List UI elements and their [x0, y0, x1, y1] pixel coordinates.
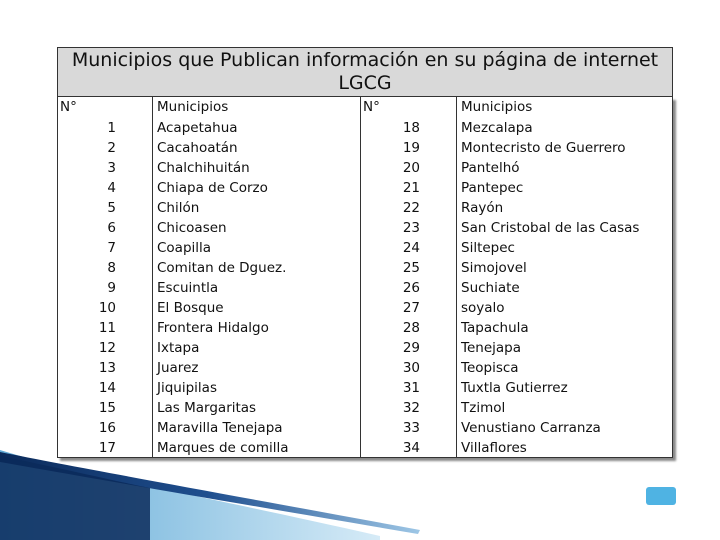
table-cell-municipio: Frontera Hidalgo — [157, 320, 269, 336]
table-cell-number: 4 — [107, 180, 116, 196]
table-cell-number: 9 — [107, 280, 116, 296]
table-cell-number: 34 — [402, 440, 420, 456]
table-cell-number: 20 — [402, 160, 420, 176]
table-cell-number: 10 — [98, 300, 116, 316]
table-cell-municipio: Venustiano Carranza — [461, 420, 601, 436]
table-cell-municipio: Las Margaritas — [157, 400, 257, 416]
table-cell-number: 11 — [98, 320, 116, 336]
number-header-left: N° — [60, 99, 77, 115]
table-cell-municipio: Juarez — [157, 360, 199, 376]
table-cell-municipio: Simojovel — [461, 260, 527, 276]
table-cell-municipio: Acapetahua — [157, 120, 238, 136]
table-cell-municipio: Marques de comilla — [157, 440, 289, 456]
table-cell-municipio: Tapachula — [461, 320, 529, 336]
table-cell-number: 22 — [402, 200, 420, 216]
table-cell-number: 15 — [98, 400, 116, 416]
table-cell-municipio: Chicoasen — [157, 220, 227, 236]
table-cell-municipio: Maravilla Tenejapa — [157, 420, 283, 436]
municipio-header-left: Municipios — [157, 99, 229, 115]
table-cell-number: 26 — [402, 280, 420, 296]
table-cell-number: 5 — [107, 200, 116, 216]
table-cell-municipio: Comitan de Dguez. — [157, 260, 287, 276]
table-cell-municipio: El Bosque — [157, 300, 224, 316]
table-cell-number: 23 — [402, 220, 420, 236]
table-cell-municipio: Siltepec — [461, 240, 515, 256]
table-cell-municipio: Suchiate — [461, 280, 520, 296]
table-cell-number: 13 — [98, 360, 116, 376]
table-cell-municipio: Tzimol — [461, 400, 506, 416]
table-title: Municipios que Publican información en su página de internet LGCG — [57, 47, 673, 97]
table-cell-number: 7 — [107, 240, 116, 256]
table-cell-number: 24 — [402, 240, 420, 256]
table-cell-municipio: Pantepec — [461, 180, 524, 196]
number-header-right: N° — [363, 99, 380, 115]
table-cell-municipio: Chiapa de Corzo — [157, 180, 268, 196]
table-cell-number: 32 — [402, 400, 420, 416]
table-cell-municipio: Rayón — [461, 200, 504, 216]
table-cell-municipio: Tenejapa — [461, 340, 521, 356]
municipios-table — [57, 97, 673, 458]
table-cell-number: 14 — [98, 380, 116, 396]
table-cell-number: 6 — [107, 220, 116, 236]
table-cell-municipio: Coapilla — [157, 240, 212, 256]
table-cell-number: 17 — [98, 440, 116, 456]
table-cell-municipio: soyalo — [461, 300, 505, 316]
blue-note-shape-icon — [646, 487, 676, 505]
table-cell-number: 29 — [402, 340, 420, 356]
table-cell-number: 30 — [402, 360, 420, 376]
table-cell-municipio: Escuintla — [157, 280, 219, 296]
table-cell-number: 12 — [98, 340, 116, 356]
table-cell-number: 2 — [107, 140, 116, 156]
municipio-column-right — [456, 97, 673, 457]
table-cell-municipio: Pantelhó — [461, 160, 520, 176]
table-cell-municipio: San Cristobal de las Casas — [461, 220, 640, 236]
table-cell-municipio: Villaflores — [461, 440, 527, 456]
table-cell-number: 27 — [402, 300, 420, 316]
table-cell-number: 3 — [107, 160, 116, 176]
number-column-left — [58, 97, 152, 457]
table-cell-number: 28 — [402, 320, 420, 336]
table-cell-municipio: Montecristo de Guerrero — [461, 140, 626, 156]
table-cell-municipio: Tuxtla Gutierrez — [461, 380, 568, 396]
municipio-header-right: Municipios — [461, 99, 533, 115]
table-cell-number: 1 — [107, 120, 116, 136]
table-cell-municipio: Cacahoatán — [157, 140, 238, 156]
table-cell-number: 25 — [402, 260, 420, 276]
table-cell-number: 16 — [98, 420, 116, 436]
decorative-swoosh-icon — [0, 440, 720, 540]
table-cell-municipio: Ixtapa — [157, 340, 200, 356]
table-cell-municipio: Chilón — [157, 200, 200, 216]
table-cell-municipio: Jiquipilas — [157, 380, 217, 396]
table-cell-municipio: Teopisca — [461, 360, 519, 376]
table-cell-municipio: Mezcalapa — [461, 120, 533, 136]
table-cell-number: 33 — [402, 420, 420, 436]
number-column-right — [360, 97, 457, 457]
table-cell-number: 8 — [107, 260, 116, 276]
table-cell-municipio: Chalchihuitán — [157, 160, 250, 176]
table-cell-number: 31 — [402, 380, 420, 396]
table-cell-number: 21 — [402, 180, 420, 196]
table-cell-number: 19 — [402, 140, 420, 156]
table-cell-number: 18 — [402, 120, 420, 136]
municipio-column-left — [152, 97, 361, 457]
